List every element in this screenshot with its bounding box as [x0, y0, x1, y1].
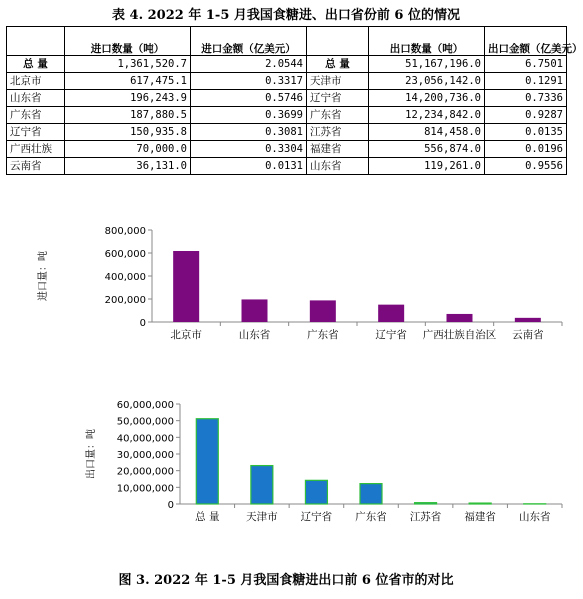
- figure-caption: 图 3. 2022 年 1-5 月我国食糖进出口前 6 位省市的对比: [118, 573, 454, 588]
- table-cell: 山东省: [7, 90, 65, 107]
- table-cell: 196,243.9: [65, 90, 191, 107]
- x-tick-label: 北京市: [170, 329, 202, 341]
- y-axis-title: 进口量：吨: [38, 251, 49, 301]
- table-header-cell: 进口数量（吨）: [65, 27, 191, 56]
- table-header-cell: 出口数量（吨）: [369, 27, 485, 56]
- table-header-cell: 进口金额（亿美元）: [191, 27, 307, 56]
- table-cell: 617,475.1: [65, 73, 191, 90]
- bar: [378, 305, 404, 322]
- table-cell: 0.0131: [191, 158, 307, 175]
- sugar-trade-table: [6, 26, 583, 175]
- y-tick-label: 50,000,000: [116, 416, 174, 428]
- x-tick-label: 总 量: [195, 511, 220, 523]
- table-cell: 14,200,736.0: [369, 90, 485, 107]
- x-tick-label: 天津市: [246, 511, 278, 523]
- y-tick-label: 30,000,000: [116, 450, 174, 461]
- table-cell: 天津市: [307, 73, 369, 90]
- bar: [251, 466, 273, 504]
- x-tick-label: 广西壮族自治区: [422, 329, 497, 341]
- import-bar-chart: [0, 216, 572, 356]
- table-body: [7, 56, 567, 175]
- table-cell: 总 量: [307, 56, 369, 73]
- export-bar-chart: [0, 392, 572, 532]
- table-row: [7, 124, 567, 141]
- bar: [196, 419, 218, 504]
- table-cell: 187,880.5: [65, 107, 191, 124]
- table-title: 表 4. 2022 年 1-5 月我国食糖进、出口省份前 6 位的情况: [112, 8, 460, 23]
- y-tick-label: 200,000: [104, 295, 146, 306]
- y-tick-label: 10,000,000: [116, 483, 174, 495]
- table-cell: 51,167,196.0: [369, 56, 485, 73]
- table-cell: 6.7501: [485, 56, 567, 73]
- table-cell: 119,261.0: [369, 158, 485, 175]
- y-tick-label: 0: [167, 500, 174, 511]
- table-row: [7, 56, 567, 73]
- table-cell: 1,361,520.7: [65, 56, 191, 73]
- table-cell: 150,935.8: [65, 124, 191, 141]
- table-cell: 0.0196: [485, 141, 567, 158]
- table-cell: 0.3317: [191, 73, 307, 90]
- x-tick-label: 福建省: [464, 511, 496, 523]
- table-cell: 0.3699: [191, 107, 307, 124]
- table-cell: 23,056,142.0: [369, 73, 485, 90]
- bar: [360, 484, 382, 504]
- table-cell: 70,000.0: [65, 141, 191, 158]
- table-cell: 广东省: [7, 107, 65, 124]
- bar: [310, 300, 336, 322]
- y-tick-label: 600,000: [104, 249, 146, 260]
- table-cell: 辽宁省: [307, 90, 369, 107]
- table-header-cell: 出口金额（亿美元）: [485, 27, 567, 56]
- table-cell: 总 量: [7, 56, 65, 73]
- table-cell: 0.9287: [485, 107, 567, 124]
- table-cell: 2.0544: [191, 56, 307, 73]
- table-cell: 12,234,842.0: [369, 107, 485, 124]
- table-cell: 0.0135: [485, 124, 567, 141]
- table-cell: 814,458.0: [369, 124, 485, 141]
- table-cell: 云南省: [7, 158, 65, 175]
- table-cell: 0.5746: [191, 90, 307, 107]
- table-row: [7, 107, 567, 124]
- table-cell: 556,874.0: [369, 141, 485, 158]
- y-tick-label: 20,000,000: [116, 466, 174, 478]
- table-cell: 广东省: [307, 107, 369, 124]
- x-tick-label: 辽宁省: [375, 329, 407, 341]
- x-tick-label: 山东省: [238, 329, 271, 341]
- x-tick-label: 广东省: [355, 511, 387, 523]
- bar: [242, 299, 268, 322]
- bar: [469, 503, 491, 504]
- table-row: [7, 73, 567, 90]
- table-cell: 0.3081: [191, 124, 307, 141]
- bar: [447, 314, 473, 322]
- table-cell: 0.9556: [485, 158, 567, 175]
- table-row: [7, 158, 567, 175]
- table-cell: 北京市: [7, 73, 65, 90]
- table-header-row: [7, 27, 567, 56]
- bar: [515, 318, 541, 322]
- table-row: [7, 141, 567, 158]
- y-tick-label: 40,000,000: [116, 433, 174, 445]
- bar: [415, 503, 437, 504]
- x-tick-label: 广东省: [307, 329, 339, 341]
- table-cell: 辽宁省: [7, 124, 65, 141]
- bar: [173, 251, 199, 322]
- x-tick-label: 江苏省: [409, 511, 442, 523]
- x-tick-label: 辽宁省: [300, 511, 333, 523]
- table-row: [7, 90, 567, 107]
- x-tick-label: 云南省: [512, 329, 544, 341]
- table-cell: 0.7336: [485, 90, 567, 107]
- x-tick-label: 山东省: [518, 511, 551, 523]
- y-tick-label: 60,000,000: [116, 400, 174, 411]
- y-axis-title: 出口量：吨: [86, 429, 97, 479]
- table-header-cell: [7, 27, 65, 56]
- table-cell: 0.1291: [485, 73, 567, 90]
- table-cell: 0.3304: [191, 141, 307, 158]
- bar: [305, 480, 327, 504]
- table-cell: 山东省: [307, 158, 369, 175]
- y-tick-label: 400,000: [104, 272, 146, 283]
- table-cell: 福建省: [307, 141, 369, 158]
- table-cell: 36,131.0: [65, 158, 191, 175]
- table-cell: 广西壮族: [7, 141, 65, 158]
- y-tick-label: 0: [139, 318, 146, 329]
- y-tick-label: 800,000: [104, 226, 146, 237]
- table-cell: 江苏省: [307, 124, 369, 141]
- table-header-cell: [307, 27, 369, 56]
